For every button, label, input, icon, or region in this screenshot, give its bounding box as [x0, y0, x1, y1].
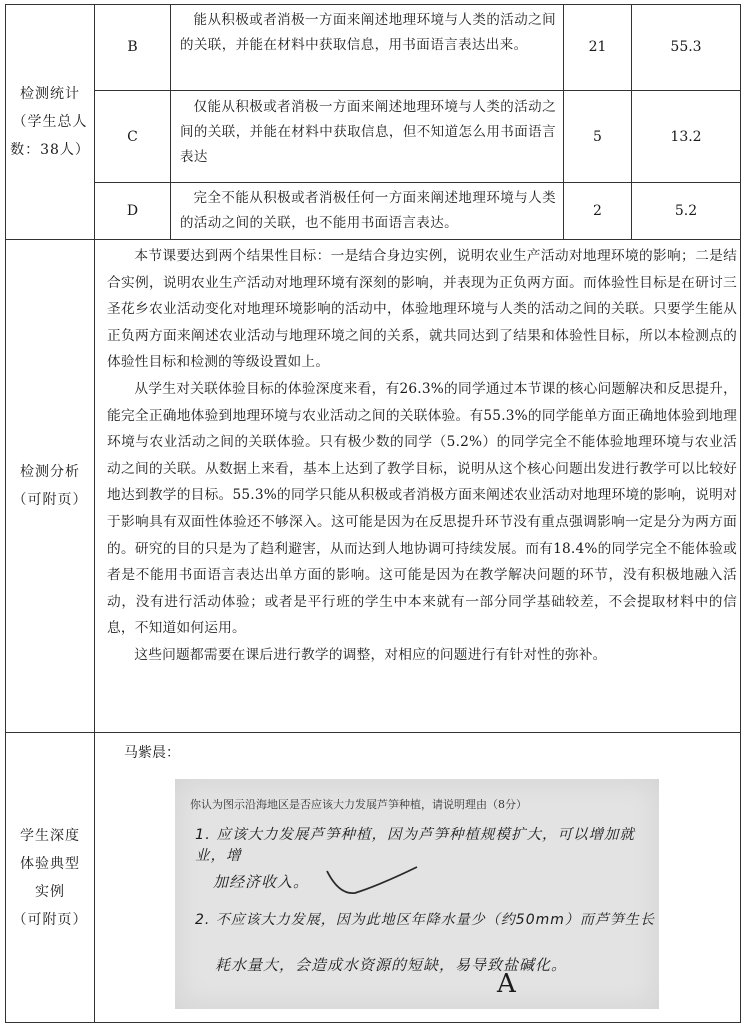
student-name: 马紫晨：	[124, 745, 180, 761]
section-divider	[5, 732, 741, 733]
example-label: 学生深度 体验典型 实例 （可附页）	[12, 827, 88, 928]
section-divider	[5, 239, 741, 240]
grade-cell: B	[127, 39, 138, 55]
grade-cell: D	[126, 203, 139, 219]
grade-description: 完全不能从积极或者消极任何一方面来阐述地理环境与人类的活动之间的关联，也不能用书面语言表达。	[180, 190, 556, 231]
grade-mark: A	[497, 969, 517, 999]
answer-photo	[175, 779, 659, 1009]
table-border-right	[740, 4, 741, 1023]
grade-description: 能从积极或者消极一方面来阐述地理环境与人类的活动之间的关联，并能在材料中获取信息，用书面语言表达出来。	[180, 12, 556, 53]
analysis-text	[107, 243, 737, 669]
grade-cell: C	[127, 128, 138, 145]
percent-cell: 5.2	[674, 203, 698, 219]
handwriting-line: 1. 应该大力发展芦笋种植，因为芦笋种植规模扩大，可以增加就业，增	[195, 827, 635, 864]
handwriting-line: 耗水量大，会造成水资源的短缺，易导致盐碱化。	[215, 956, 568, 974]
analysis-paragraph: 本节课要达到两个结果性目标：一是结合身边实例，说明农业生产活动对地理环境的影响；二是结合实例，说明农业生产活动对地理环境有深刻的影响，并表现为正负两方面。而体验性目标是在研讨三圣花乡农业活动变化对地理环境影响的活动中，体验地理环境与人类的活动之间的关联。只要学生能从正负两方面来阐述农业活动与地理环境之间的关系，就共同达到了结果和体验性目标，所以本检测点的体验性目标和检测的等级设置如上。	[107, 248, 737, 371]
count-cell: 2	[593, 203, 602, 219]
handwriting-line: 2. 不应该大力发展，因为此地区年降水量少（约50mm）而芦笋生长	[195, 912, 655, 928]
table-border-bottom	[5, 1022, 741, 1023]
stats-label: 检测统计 （学生总人 数：38人）	[10, 85, 90, 158]
grade-description: 仅能从积极或者消极一方面来阐述地理环境与人类的活动之间的关联，并能在材料中获取信息，但不知道怎么用书面语言表达	[180, 99, 556, 165]
percent-cell: 55.3	[670, 39, 702, 55]
handwriting-line: 加经济收入。	[213, 873, 310, 891]
count-cell: 21	[588, 39, 607, 55]
analysis-paragraph: 这些问题都需要在课后进行教学的调整，对相应的问题进行有针对性的弥补。	[134, 646, 607, 663]
column-divider	[170, 4, 171, 239]
count-cell: 5	[593, 128, 602, 145]
check-mark-icon	[325, 865, 420, 899]
analysis-paragraph: 从学生对关联体验目标的体验深度来看，有26.3%的同学通过本节课的核心问题解决和反思提升，能完全正确地体验到地理环境与农业活动之间的关联体验。有55.3%的同学能单方面正确地体验到地理环境与农业活动之间的关联体验。只有极少数的同学（5.2%）的同学完全不能体验地理环境与农业活动之间的关联。从数据上来看，基本上达到了教学目标，说明从这个核心问题出发进行教学可以比较好地达到教学的目标。55.3%的同学只能从积极或者消极方面来阐述农业活动对地理环境的影响，说明对于影响具有双面性体验还不够深入。这可能是因为在反思提升环节没有重点强调影响一定是分为两方面的。研究的目的只是为了趋利避害，从而达到人地协调可持续发展。而有18.4%的同学完全不能体验或者是不能用书面语言表达出单方面的影响。这可能是因为在教学解决问题的环节，没有积极地融入活动，没有进行活动体验；或者是平行班的学生中本来就有一部分同学基础较差，不会提取材料中的信息，不知道如何运用。	[107, 380, 737, 637]
photo-question: 你认为图示沿海地区是否应该大力发展芦笋种植，请说明理由（8分）	[190, 798, 527, 811]
percent-cell: 13.2	[670, 128, 702, 145]
analysis-label: 检测分析 （可附页）	[12, 464, 88, 508]
